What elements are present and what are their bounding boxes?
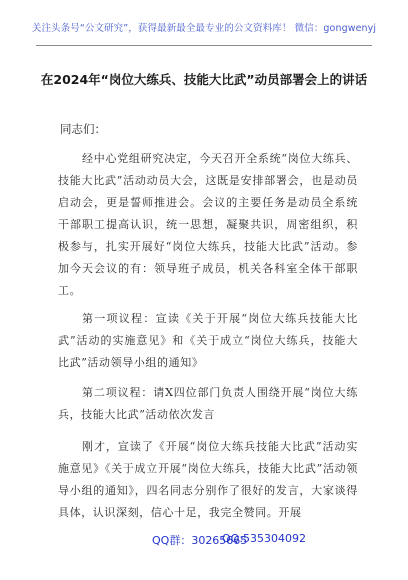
header-banner: 关注头条号“公文研究”，获得最新最全最专业的公文资料库！ 微信：gongwenyj <box>31 23 377 34</box>
document-title: 在2024年“岗位大练兵、技能大比武”动员部署会上的讲话 <box>40 72 368 87</box>
qq-number: QQ:535304092 <box>222 532 307 545</box>
qq-group-number: QQ群：30265665 <box>152 534 248 547</box>
paragraph-intro: 经中心党组研究决定，今天召开全系统“岗位大练兵、技能大比武”活动动员大会，这既是安排部署会，也是动员启动会，更是誓师推进会。会议的主要任务是动员全系统干部职工提高认识，统一思想，凝聚共识，周密组织，积极参与，扎实开展好“岗位大练兵，技能大比武”活动。参加今天会议的有：领导班子成员，机关各科室全体干部职工。 <box>58 152 358 297</box>
paragraph-agenda-1: 第一项议程：宣读《关于开展“岗位大练兵技能大比武”活动的实施意见》和《关于成立“岗位大练兵，技能大比武”活动领导小组的通知》 <box>58 312 358 369</box>
salutation: 同志们： <box>60 122 106 136</box>
paragraph-agenda-2: 第二项议程：请X四位部门负责人围绕开展“岗位大练兵，技能大比武”活动依次发言 <box>58 386 358 421</box>
paragraph-summary: 刚才，宣读了《开展“岗位大练兵技能大比武”活动实施意见》《关于成立开展“岗位大练兵，技能大比武”活动领导小组的通知》，四名同志分别作了很好的发言，大家谈得具体，认识深刻，信心十足，我完全赞同。开展 <box>58 440 358 519</box>
header-divider <box>36 45 372 46</box>
